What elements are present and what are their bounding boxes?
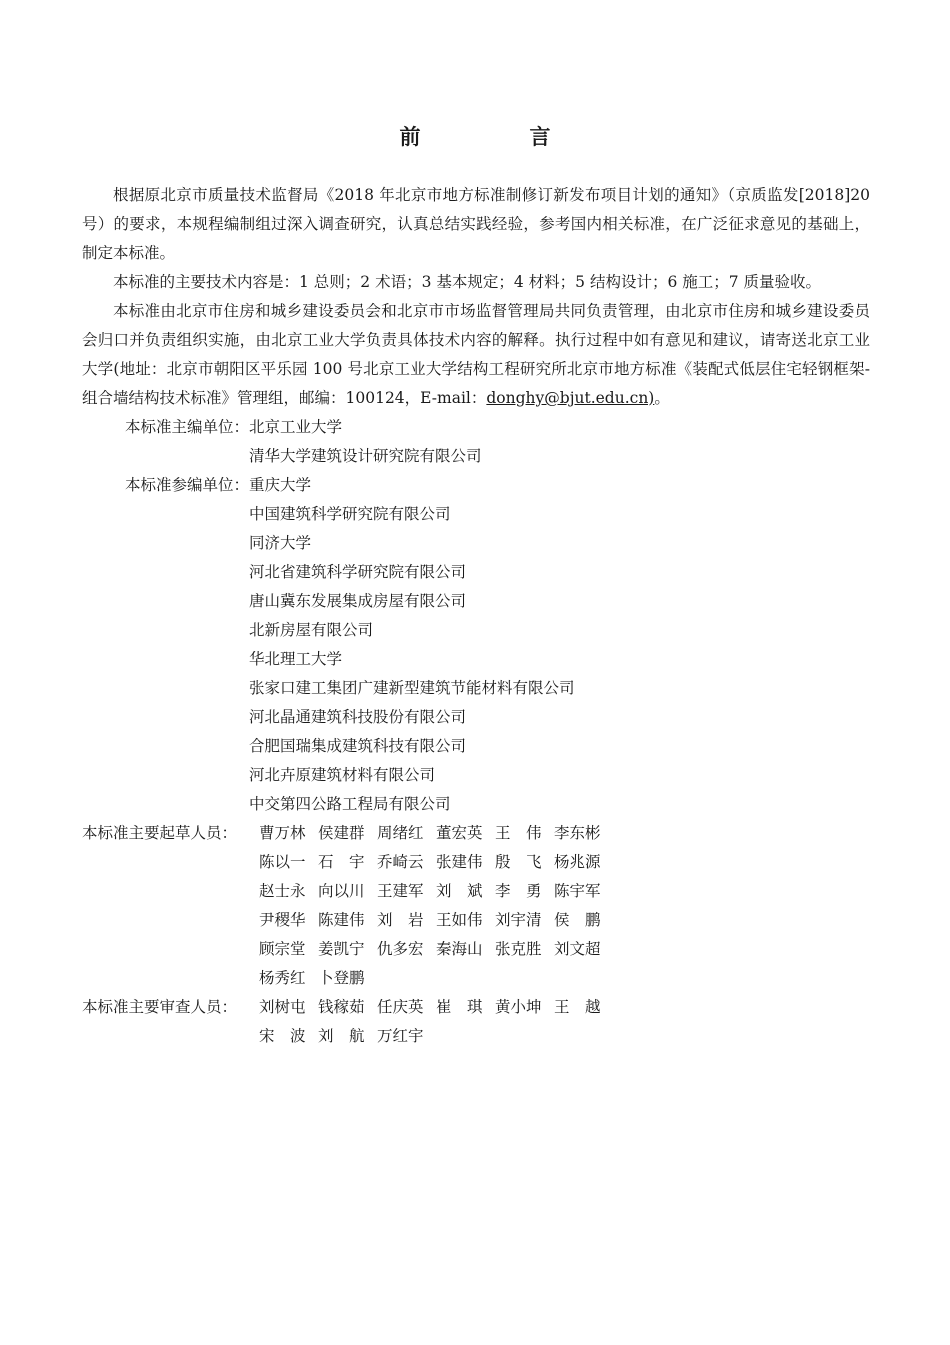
person-name: 万红宇 bbox=[377, 1027, 424, 1045]
unit-item: 华北理工大学 bbox=[249, 650, 343, 668]
unit-item: 重庆大学 bbox=[249, 476, 312, 494]
unit-item: 河北晶通建筑科技股份有限公司 bbox=[249, 708, 467, 726]
person-name: 李 勇 bbox=[495, 882, 542, 900]
person-name: 宋 波 bbox=[259, 1027, 306, 1045]
person-name: 王 越 bbox=[554, 998, 601, 1016]
person-name: 张建伟 bbox=[436, 853, 483, 871]
person-name: 顾宗堂 bbox=[259, 940, 306, 958]
person-name: 陈以一 bbox=[259, 853, 306, 871]
person-name: 张克胜 bbox=[495, 940, 542, 958]
unit-item: 河北省建筑科学研究院有限公司 bbox=[249, 563, 467, 581]
reviewers bbox=[82, 993, 870, 1051]
person-name: 秦海山 bbox=[436, 940, 483, 958]
person-name: 侯建群 bbox=[318, 824, 365, 842]
person-name: 刘文超 bbox=[554, 940, 601, 958]
unit-item: 中国建筑科学研究院有限公司 bbox=[249, 505, 451, 523]
unit-item: 北京工业大学 bbox=[249, 418, 343, 436]
person-name: 王如伟 bbox=[436, 911, 483, 929]
reviewers-label: 本标准主要审查人员： bbox=[82, 998, 238, 1016]
person-name: 陈建伟 bbox=[318, 911, 365, 929]
person-name: 黄小坤 bbox=[495, 998, 542, 1016]
person-name: 杨秀红 bbox=[259, 969, 306, 987]
person-name: 姜凯宁 bbox=[318, 940, 365, 958]
person-name: 任庆英 bbox=[377, 998, 424, 1016]
person-name: 曹万林 bbox=[259, 824, 306, 842]
unit-item: 北新房屋有限公司 bbox=[249, 621, 374, 639]
person-name: 刘树屯 bbox=[259, 998, 306, 1016]
person-name: 周绪红 bbox=[377, 824, 424, 842]
participating-units bbox=[82, 471, 870, 819]
unit-item: 合肥国瑞集成建筑科技有限公司 bbox=[249, 737, 467, 755]
paragraph-management bbox=[82, 297, 870, 413]
unit-item: 清华大学建筑设计研究院有限公司 bbox=[249, 447, 482, 465]
person-name: 刘 斌 bbox=[436, 882, 483, 900]
page-title: 前 言 bbox=[399, 124, 595, 149]
person-name: 殷 飞 bbox=[495, 853, 542, 871]
person-name: 石 宇 bbox=[318, 853, 365, 871]
management-text-end: 。 bbox=[654, 389, 670, 407]
person-name: 刘 岩 bbox=[377, 911, 424, 929]
person-name: 仇多宏 bbox=[377, 940, 424, 958]
person-name: 李东彬 bbox=[554, 824, 601, 842]
chief-units bbox=[82, 413, 870, 471]
drafters bbox=[82, 819, 870, 993]
chief-units-list bbox=[249, 413, 482, 471]
person-name: 杨兆源 bbox=[554, 853, 601, 871]
person-name: 崔 琪 bbox=[436, 998, 483, 1016]
document-body bbox=[82, 181, 870, 1051]
chief-units-label: 本标准主编单位： bbox=[124, 418, 249, 436]
person-name: 王 伟 bbox=[495, 824, 542, 842]
drafters-names bbox=[259, 819, 613, 993]
email-link[interactable]: donghy@bjut.edu.cn) bbox=[486, 389, 655, 407]
management-text: 本标准由北京市住房和城乡建设委员会和北京市市场监督管理局共同负责管理，由北京市住房和城乡建设委员会归口并负责组织实施，由北京工业大学负责具体技术内容的解释。执行过程中如有意见和建议，请寄送北京工业大学(地址：北京市朝阳区平乐园 100 号北京工业大学结构工程研究所北京市地方标准《装配式低层住宅轻钢框架-组合墙结构技术标准》管理组，邮编：100124，E-mail： bbox=[82, 302, 870, 407]
unit-item: 唐山冀东发展集成房屋有限公司 bbox=[249, 592, 467, 610]
paragraph-contents: 本标准的主要技术内容是：1 总则；2 术语；3 基本规定；4 材料；5 结构设计；6 施工；7 质量验收。 bbox=[113, 273, 822, 291]
drafters-label: 本标准主要起草人员： bbox=[82, 824, 238, 842]
person-name: 向以川 bbox=[318, 882, 365, 900]
participating-units-list bbox=[249, 471, 575, 819]
unit-item: 中交第四公路工程局有限公司 bbox=[249, 795, 451, 813]
unit-item: 同济大学 bbox=[249, 534, 312, 552]
person-name: 卜登鹏 bbox=[318, 969, 365, 987]
person-name: 赵士永 bbox=[259, 882, 306, 900]
person-name: 侯 鹏 bbox=[554, 911, 601, 929]
paragraph-basis: 根据原北京市质量技术监督局《2018 年北京市地方标准制修订新发布项目计划的通知》（京质监发[2018]20 号）的要求，本规程编制组过深入调查研究，认真总结实践经验，参考国内相关标准，在广泛征求意见的基础上，制定本标准。 bbox=[82, 186, 870, 262]
person-name: 刘宇清 bbox=[495, 911, 542, 929]
reviewers-names bbox=[259, 993, 613, 1051]
person-name: 尹稷华 bbox=[259, 911, 306, 929]
person-name: 乔崎云 bbox=[377, 853, 424, 871]
person-name: 刘 航 bbox=[318, 1027, 365, 1045]
unit-item: 张家口建工集团广建新型建筑节能材料有限公司 bbox=[249, 679, 575, 697]
person-name: 钱稼茹 bbox=[318, 998, 365, 1016]
person-name: 陈宇军 bbox=[554, 882, 601, 900]
person-name: 王建军 bbox=[377, 882, 424, 900]
unit-item: 河北卉原建筑材料有限公司 bbox=[249, 766, 436, 784]
participating-units-label: 本标准参编单位： bbox=[124, 476, 249, 494]
person-name: 董宏英 bbox=[436, 824, 483, 842]
